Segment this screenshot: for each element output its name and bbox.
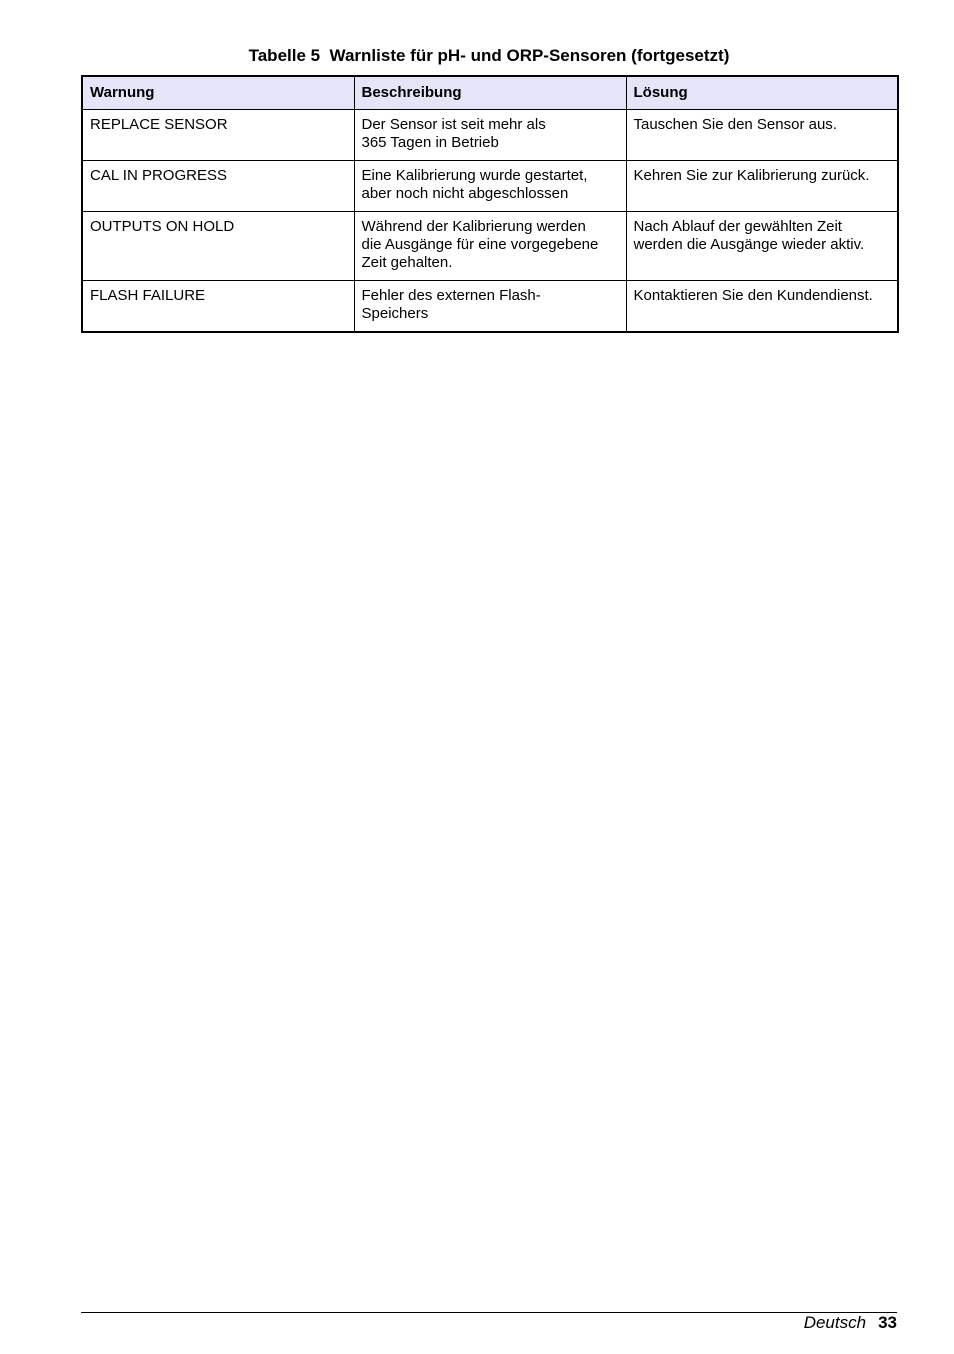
table-row (82, 110, 898, 161)
description-cell: Eine Kalibrierung wurde gestartet, aber noch nicht abgeschlossen (354, 161, 626, 212)
solution-cell: Kehren Sie zur Kalibrierung zurück. (626, 161, 898, 212)
column-header-beschreibung: Beschreibung (354, 76, 626, 110)
column-header-warnung: Warnung (82, 76, 354, 110)
table-caption: Tabelle 5 Warnliste für pH- und ORP-Sensoren (fortgesetzt) (248, 46, 730, 65)
table-row (82, 161, 898, 212)
warning-cell: FLASH FAILURE (82, 281, 354, 333)
warning-cell: REPLACE SENSOR (82, 110, 354, 161)
table-row (82, 212, 898, 281)
page-number: 33 (878, 1313, 897, 1332)
footer-divider (81, 1312, 897, 1313)
warning-cell: CAL IN PROGRESS (82, 161, 354, 212)
description-cell: Fehler des externen Flash- Speichers (354, 281, 626, 333)
warning-table (81, 75, 899, 333)
description-cell: Während der Kalibrierung werden die Ausgänge für eine vorgegebene Zeit gehalten. (354, 212, 626, 281)
solution-cell: Kontaktieren Sie den Kundendienst. (626, 281, 898, 333)
description-cell: Der Sensor ist seit mehr als 365 Tagen in Betrieb (354, 110, 626, 161)
column-header-loesung: Lösung (626, 76, 898, 110)
page-footer (804, 1313, 897, 1333)
solution-cell: Tauschen Sie den Sensor aus. (626, 110, 898, 161)
footer-language: Deutsch (803, 1313, 867, 1332)
table-row (82, 281, 898, 333)
warning-cell: OUTPUTS ON HOLD (82, 212, 354, 281)
table-header-row (82, 76, 898, 110)
solution-cell: Nach Ablauf der gewählten Zeit werden die Ausgänge wieder aktiv. (626, 212, 898, 281)
